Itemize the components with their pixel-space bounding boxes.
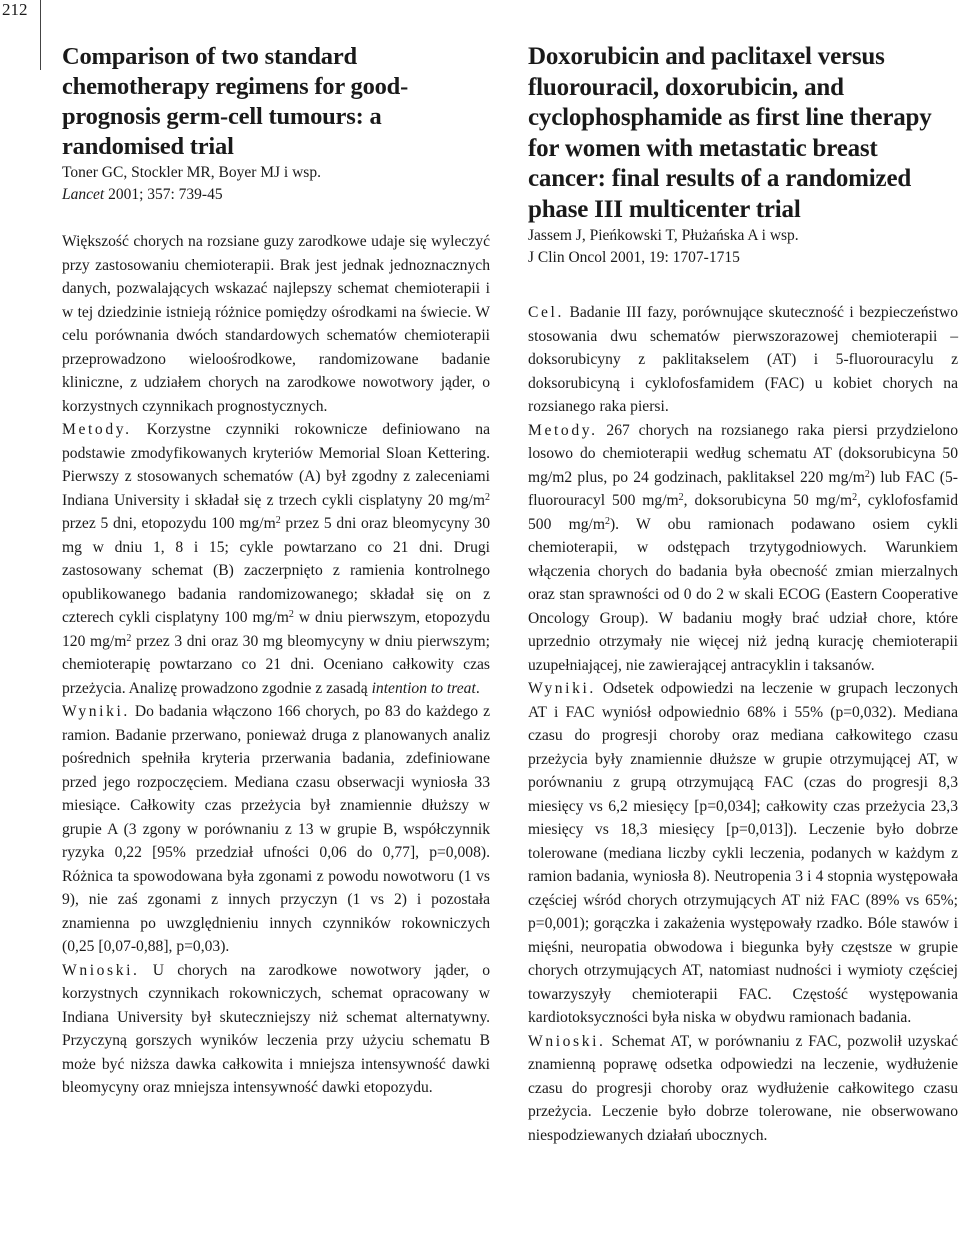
article-title: Doxorubicin and paclitaxel versus fluorouracil, doxorubicin, and cyclophosphamide as first line therapy for women with metastatic breast cancer: final results of a randomized phase III multicenter trial <box>528 43 932 223</box>
methods-text: przez 5 dni oraz bleomycyny 30 mg w dniu 1, 8 i 15; cykle powtarzano co 21 dni. Drugi zastosowany schemat (B) zaczerpnięto z ramienia kontrolnego opublikowanego badania randomizowanego; składał się on z czterech cykli cisplatyny 100 mg/m <box>62 515 490 626</box>
page-number: 212 <box>2 0 28 19</box>
superscript: 2 <box>485 491 490 503</box>
superscript: 2 <box>288 609 294 620</box>
article-source: J Clin Oncol 2001, 19: 1707-1715 <box>528 249 740 266</box>
conclusions-text: U chorych na zarodkowe nowotwory jąder, o korzystnych czynnikach rokowniczych, schemat opracowany w Indiana University był skuteczniejszy niż schemat alternatywny. Przyczyną gorszych wyników leczenia przy użyciu schematu B może być niższa dawka całkowita i mniejsza intensywność dawki bleomycyny oraz mniejsza intensywność dawki etopozydu. <box>62 961 490 1096</box>
abstract-results <box>62 700 490 959</box>
superscript: 2 <box>275 515 281 526</box>
results-text: Odsetek odpowiedzi na leczenie w grupach leczonych AT i FAC wyniósł odpowiednio 68% i 55% (p=0,032). Mediana czasu do progresji choroby oraz mediana całkowitego czasu przeżycia były znamiennie dłuższe w grupie otrzymującej AT, w porównaniu z grupą otrzymującą FAC (czas do progresji 8,3 miesięcy vs 6,2 miesięcy [p=0,034]; całkowity czas przeżycia 23,3 miesięcy vs 18,3 miesięcy [p=0,013]). Leczenie było dobrze tolerowane (mediana liczby cykli leczenia, podanych w każdym z ramion badania, wyniosła 8). Neutropenia 3 i 4 stopnia występowała częściej wśród chorych otrzymujących AT niż FAC (89% vs 65%; p=0,001); gorączka i zakażenia występowały rzadko. Bóle stawów i mięśni, neuropatia obwodowa i biegunka były częstsze w grupie chorych otrzymujących AT, natomiast nudności i wymioty częściej towarzyszyły chemioterapii FAC. Częstość występowania kardiotoksyczności była niska w obydwu ramionach badania. <box>528 680 958 1026</box>
aim-text: Badanie III fazy, porównujące skuteczność i bezpieczeństwo stosowania dwu schematów pierwszorazowej chemioterapii – doksorubicyny z paklitakselem (AT) i 5-fluorouracylu z doksorubicyną i cyklofosfamidem (FAC) u kobiet chorych na rozsianego raka piersi. <box>528 304 958 415</box>
section-heading: Metody. <box>528 421 598 439</box>
methods-text: . <box>475 679 480 697</box>
methods-text: 267 chorych na rozsianego raka piersi przydzielono losowo do chemioterapii według schematu AT (doksorubicyna 50 mg/m2 plus, po 24 godzinach, paklitaksel 220 mg/m <box>528 421 958 486</box>
source-journal: Lancet <box>62 186 105 203</box>
methods-text: , doksorubicyna 50 mg/m <box>683 492 853 509</box>
methods-text: , cyklofosfamid 500 mg/m <box>528 492 958 533</box>
article-authors: Toner GC, Stockler MR, Boyer MJ i wsp. <box>62 164 321 181</box>
methods-text: ) lub FAC (5-fluorouracyl 500 mg/m <box>528 468 958 509</box>
section-heading: Wyniki. <box>62 703 130 720</box>
article-source <box>62 184 490 206</box>
section-heading: Metody. <box>62 421 132 438</box>
section-heading: Wyniki. <box>528 680 596 697</box>
article-title: Comparison of two standard chemotherapy regimens for good-prognosis germ-cell tumours: a randomised trial <box>62 43 409 160</box>
superscript: 2 <box>852 492 858 503</box>
abstract-methods <box>528 419 958 678</box>
abstract-intro: Większość chorych na rozsiane guzy zarodkowe udaje się wyleczyć przy zastosowaniu chemioterapii. Brak jest jednak jednoznacznych danych, pozwalających wskazać najlepszy schemat chemioterapii i w tej dziedzinie istnieją różnice pomiędzy ośrodkami na świecie. W celu porównania dwóch standardowych schematów chemioterapii przeprowadzono wieloośrodkowe, randomizowane badanie kliniczne, z udziałem chorych na zarodkowe nowotwory jąder, o korzystnych czynnikach prognostycznych. <box>62 233 490 415</box>
methods-text: przez 3 dni oraz 30 mg bleomycyny w dniu pierwszym; chemioterapię powtarzano co 21 dni. Oceniano całkowity czas przeżycia. Analizę prowadzono zgodnie z zasadą <box>62 632 490 697</box>
conclusions-text: Schemat AT, w porównaniu z FAC, pozwolił uzyskać znamienną poprawę odsetka odpowiedzi na leczenie, wydłużenie czasu do progresji choroby oraz wydłużenie całkowitego czasu przeżycia. Leczenie było dobrze tolerowane, nie obserwowano niespodziewanych działań ubocznych. <box>528 1032 958 1144</box>
section-heading: Cel. <box>528 304 564 321</box>
source-citation: 2001; 357: 739-45 <box>104 186 223 203</box>
results-text: Do badania włączono 166 chorych, po 83 do każdego z ramion. Badanie przerwano, ponieważ druga z planowanych analiz pośrednich spełniła kryteria przerwania badania, zdefiniowane przed jego rozpoczęciem. Mediana czasu obserwacji wyniosła 33 miesiące. Całkowity czas przeżycia był znamiennie dłuższy w grupie A (3 zgony w porównaniu z 13 w grupie B, współczynnik ryzyka 0,22 [95% przedział ufności 0,06 do 0,77], p=0,008). Różnica ta spowodowana była zgonami z powodu nowotworu (1 vs 9), nie zaś zgonami z innych przyczyn (1 vs 2) i pozostała znamienna po uwzględnieniu innych czynników rokowniczych (0,25 [0,07-0,88], p=0,03). <box>62 703 490 955</box>
superscript: 2 <box>604 515 610 527</box>
section-heading: Wnioski. <box>528 1032 606 1050</box>
methods-text: w dniu pierwszym, etopozydu 120 mg/m <box>62 609 490 650</box>
methods-text: przez 5 dni, etopozydu 100 mg/m <box>62 515 276 532</box>
right-abstract <box>528 42 958 1147</box>
page-number-rule <box>40 0 41 70</box>
abstract-methods <box>62 418 490 700</box>
article-authors: Jassem J, Pieńkowski T, Płużańska A i wsp. <box>528 227 799 244</box>
section-heading: Wnioski. <box>62 961 140 979</box>
abstract-aim <box>528 301 958 419</box>
left-abstract <box>62 42 490 1100</box>
abstract-conclusions <box>528 1030 958 1148</box>
abstract-results <box>528 677 958 1030</box>
superscript: 2 <box>126 632 132 644</box>
methods-text: Korzystne czynniki rokownicze definiowano na podstawie zmodyfikowanych kryteriów Memorial Sloan Kettering. Pierwszy z stosowanych schematów (A) był zgodny z zaleceniami Indiana University i składał się z trzech cykli cisplatyny 20 mg/m <box>62 421 490 509</box>
methods-text: ). W obu ramionach podawano osiem cykli chemioterapii, w odstępach trzytygodniowych. Warunkiem włączenia chorych do badania była obecność zmian mierzalnych oraz stan sprawności od 0 do 2 w skali ECOG (Eastern Cooperative Oncology Group). W badaniu mogły brać udział chore, które uprzednio otrzymały nie więcej niż jedną kurację chemioterapii uzupełniającej, nie zawierającej antracyklin i taksanów. <box>528 515 958 674</box>
abstract-conclusions <box>62 959 490 1100</box>
superscript: 2 <box>678 492 684 503</box>
superscript: 2 <box>864 468 870 480</box>
methods-italic: intention to treat <box>371 679 476 697</box>
